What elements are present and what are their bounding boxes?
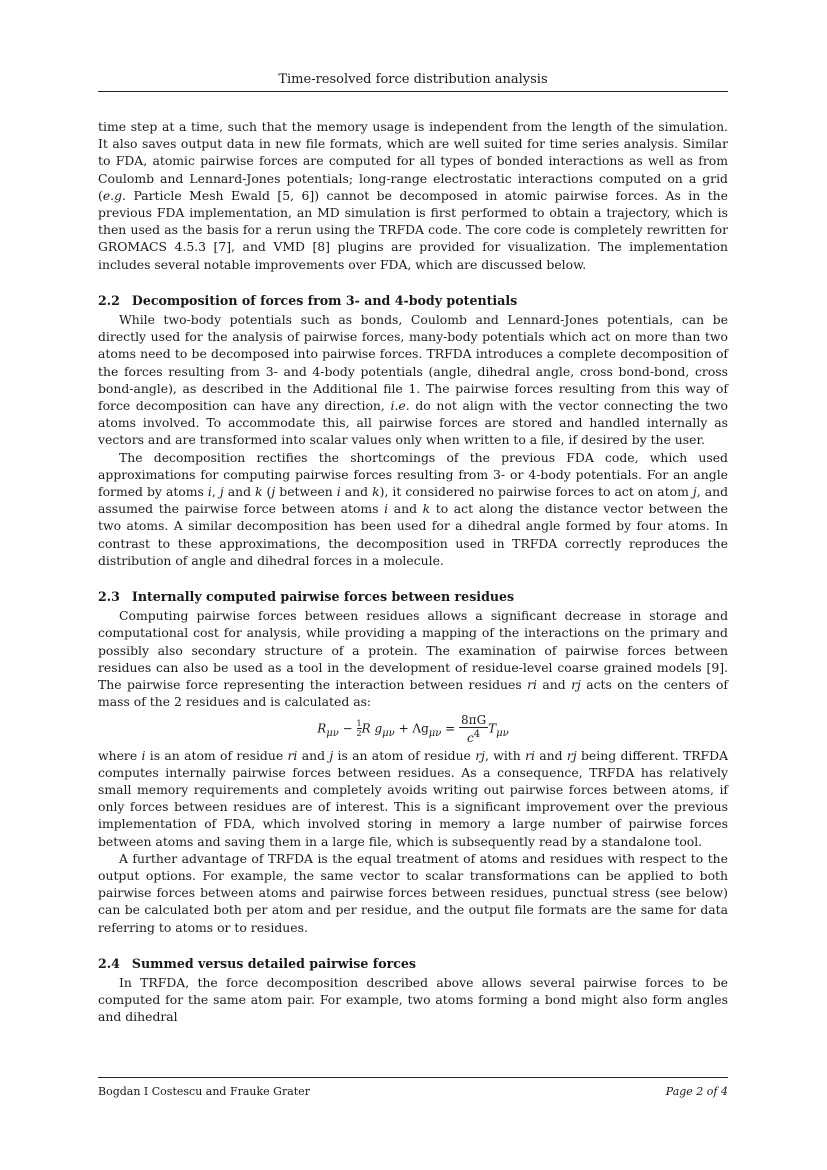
header-rule <box>98 91 728 92</box>
section-heading-2-2: 2.2 Decomposition of forces from 3- and 4-body potentials <box>98 292 518 308</box>
paragraph: A further advantage of TRFDA is the equal treatment of atoms and residues with respect to the output options. For example, the same vector to scalar transformations can be applied to both pairwise forces between atoms and pairwise forces between residues, punctual stress (see below) can be calculated both per atom and per residue, and the output file formats are the same for data referring to atoms or to residues. <box>98 850 728 935</box>
paragraph: While two-body potentials such as bonds, Coulomb and Lennard-Jones potentials, can be directly used for the analysis of pairwise forces, many-body potentials which act on more than two atoms need to be decomposed into pairwise forces. TRFDA introduces a complete decomposition of the forces resulting from 3- and 4-body potentials (angle, dihedral angle, cross bond-bond, cross bond-angle), as described in the Additional file 1. The pairwise forces resulting from this way of force decomposition can have any direction, i.e. do not align with the vector connecting the two atoms involved. To accommodate this, all pairwise forces are stored and handled internally as vectors and are transformed into scalar values only when written to a file, if desired by the user. <box>98 312 728 448</box>
running-header: Time-resolved force distribution analysis <box>278 72 548 87</box>
footer-page-number: Page 2 of 4 <box>665 1085 728 1098</box>
equation: $R_{\mu\nu}$ − $\frac{1}{2}R$ $g_{\mu\nu} + \Lambda g_{\mu\nu}$ = $\frac{8\pi G}{c^4}$ $T_{\mu\nu}$ <box>317 712 509 745</box>
paragraph: The decomposition rectifies the shortcomings of the previous FDA code, which used approximations for computing pairwise forces resulting from 3- or 4-body potentials. For an angle formed by atoms i, j and k (j between i and k), it considered no pairwise forces to act on atom j, and assumed the pairwise force between atoms i and k to act along the distance vector between the two atoms. A similar decomposition has been used for a dihedral angle formed by four atoms. In contrast to these approximations, the decomposition used in TRFDA correctly reproduces the distribution of angle and dihedral forces in a molecule. <box>98 449 729 568</box>
footer-rule <box>98 1077 728 1078</box>
paragraph: In TRFDA, the force decomposition described above allows several pairwise forces to be computed for the same atom pair. For example, two atoms forming a bond might also form angles and dihedral <box>98 974 728 1025</box>
paragraph: where i is an atom of residue ri and j is an atom of residue rj, with ri and rj being different. TRFDA computes internally pairwise forces between residues. As a consequence, TRFDA has relatively small memory requirements and completely avoids writing out pairwise forces between atoms, if only forces between residues are of interest. This is a significant improvement over the previous implementation of FDA, which involved storing in memory a large number of pairwise forces between atoms and saving them in a large file, which is subsequently read by a standalone tool. <box>98 747 729 849</box>
section-heading-2-4: 2.4 Summed versus detailed pairwise forces <box>98 955 417 971</box>
section-heading-2-3: 2.3 Internally computed pairwise forces between residues <box>98 589 515 605</box>
paragraph: Computing pairwise forces between residues allows a significant decrease in storage and computational cost for analysis, while providing a mapping of the interactions on the primary and possibly also secondary structure of a protein. The examination of pairwise forces between residues can also be used as a tool in the development of residue-level coarse grained models [9]. The pairwise force representing the interaction between residues ri and rj acts on the centers of mass of the 2 residues and is calculated as: <box>98 608 728 710</box>
footer-authors: Bogdan I Costescu and Frauke Grater <box>98 1085 310 1098</box>
body-text <box>98 118 728 1026</box>
intro-paragraph: time step at a time, such that the memory usage is independent from the length of the simulation. It also saves output data in new file formats, which are well suited for time series analysis. Similar to FDA, atomic pairwise forces are computed for all types of bonded interactions as well as from Coulomb and Lennard-Jones potentials; long-range electrostatic interactions computed on a grid (e.g. Particle Mesh Ewald [5, 6]) cannot be decomposed in atomic pairwise forces. As in the previous FDA implementation, an MD simulation is first performed to obtain a trajectory, which is then used as the basis for a rerun using the TRFDA code. The core code is completely rewritten for GROMACS 4.5.3 [7], and VMD [8] plugins are provided for visualization. The implementation includes several notable improvements over FDA, which are discussed below. <box>98 119 728 272</box>
